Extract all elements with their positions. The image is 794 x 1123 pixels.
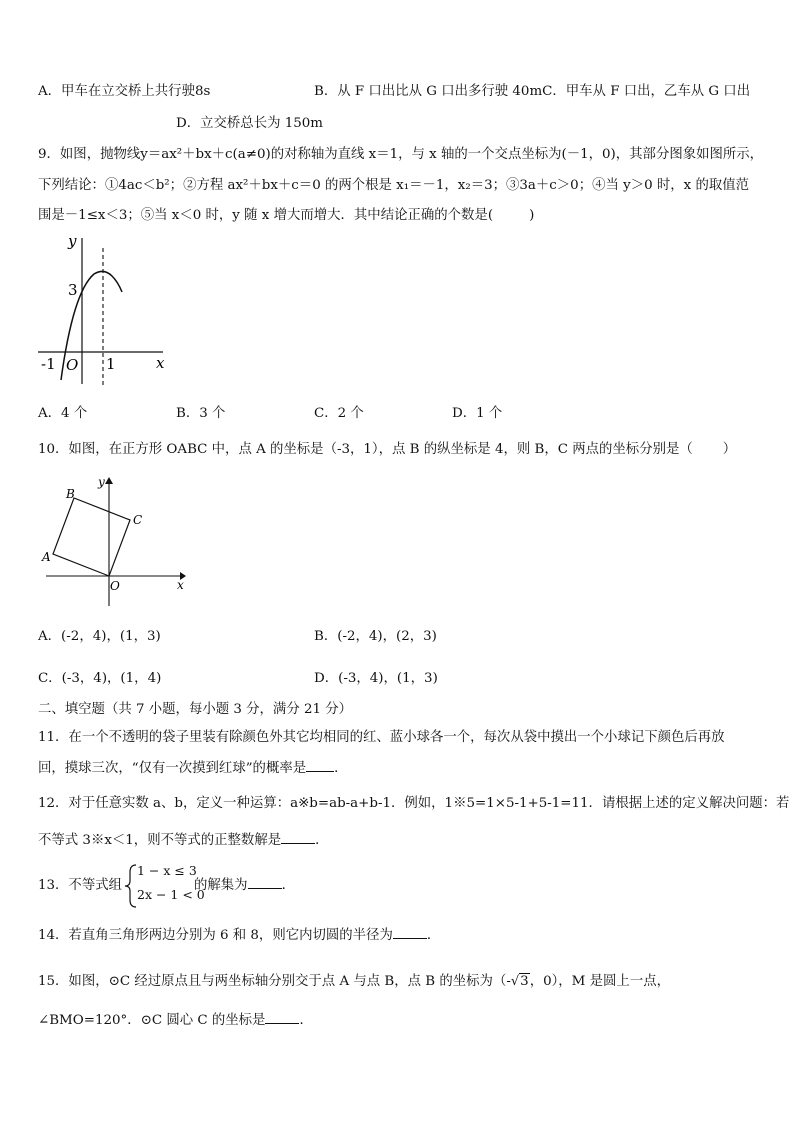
q12-line2 (38, 832, 329, 850)
q8-option-a: A．甲车在立交桥上共行驶8s (38, 84, 211, 99)
q10-option-b: B．(-2，4)，(2，3) (314, 629, 437, 644)
q11-end: ． (334, 761, 348, 776)
q10-option-c: C．(-3，4)，(1，4) (38, 671, 162, 686)
q15-line2-text: ∠BMO=120°．⊙C 圆心 C 的坐标是 (38, 1013, 266, 1028)
q15-line1 (38, 973, 670, 991)
q10-option-a: A．(-2，4)，(1，3) (38, 629, 161, 644)
q11-line2 (38, 760, 348, 778)
q13-brace (124, 864, 138, 908)
q15-sqrt-value: 3 (520, 974, 529, 989)
q10-stem (38, 441, 736, 459)
q14-line (38, 927, 440, 945)
x-label: x (156, 354, 165, 372)
q9-option-b: B．3 个 (176, 406, 226, 421)
tick-3: 3 (68, 281, 78, 299)
q9-stem-line1: 9．如图，抛物线y＝ax²＋bx＋c(a≠0)的对称轴为直线 x＝1，与 x 轴的一个交点坐标为(－1，0)，其部分图象如图所示， (38, 147, 764, 162)
q9-stem-line3-close: ) (529, 208, 535, 223)
label-a: A (42, 550, 51, 564)
q10-option-d: D．(-3，4)，(1，3) (314, 671, 438, 686)
label-c: C (133, 513, 143, 527)
q11-line2-text: 回，摸球三次，“仅有一次摸到红球”的概率是 (38, 761, 307, 776)
square-oabc (53, 498, 130, 576)
q15-line1b: ，0），M 是圆上一点， (529, 974, 670, 989)
q10-square-graph (38, 472, 188, 610)
q12-line1: 12．对于任意实数 a、b，定义一种运算：a※b=ab-a+b-1．例如，1※5=1×5-1+5-1=11．请根据上述的定义解决问题：若 (38, 796, 790, 811)
q9-stem-line3 (38, 207, 534, 225)
q11-line1: 11．在一个不透明的袋子里装有除颜色外其它均相同的红、蓝小球各一个，每次从袋中摸出一个小球记下颜色后再放 (38, 730, 725, 745)
q15-line2 (38, 1012, 313, 1030)
y-label: y (68, 232, 77, 250)
q9-option-a: A．4 个 (38, 406, 88, 421)
q13-suffix: 的解集为 (194, 878, 248, 893)
q15-answer-blank[interactable] (265, 1023, 299, 1024)
q10-stem-close: ） (722, 442, 737, 457)
q9-stem-line3-text: 围是－1≤x＜3；⑤当 x＜0 时，y 随 x 增大而增大．其中结论正确的个数是( (38, 208, 494, 223)
q8-option-b-c: B．从 F 口出比从 G 口出多行驶 40mC．甲车从 F 口出，乙车从 G 口出 (314, 84, 751, 99)
q12-line2-text: 不等式 3※x＜1，则不等式的正整数解是 (38, 833, 282, 848)
q13-inequality-1: 1 − x ≤ 3 (137, 863, 197, 878)
label-b: B (66, 487, 75, 501)
q13-suffix-line (194, 877, 295, 895)
sqrt-icon: √ (510, 974, 520, 989)
q14-text: 14．若直角三角形两边分别为 6 和 8，则它内切圆的半径为 (38, 928, 393, 943)
origin-label: O (66, 356, 79, 374)
q9-option-c: C．2 个 (314, 406, 364, 421)
tick-1: 1 (106, 355, 116, 373)
q8-option-d: D．立交桥总长为 150m (176, 116, 323, 131)
q9-stem-line2: 下列结论：①4ac＜b²；②方程 ax²＋bx＋c＝0 的两个根是 x₁＝－1，x₂＝3；③3a＋c＞0；④当 y＞0 时，x 的取值范 (38, 178, 750, 193)
label-x: x (177, 578, 184, 592)
q14-answer-blank[interactable] (393, 938, 427, 939)
q13-prefix: 13．不等式组 (38, 878, 122, 893)
q13-answer-blank[interactable] (248, 888, 282, 889)
q13-end: ． (281, 878, 295, 893)
q9-parabola-graph (38, 232, 178, 392)
q14-end: ． (426, 928, 441, 943)
q9-option-d: D．1 个 (452, 406, 503, 421)
q12-answer-blank[interactable] (281, 843, 315, 844)
q15-end: ． (299, 1013, 313, 1028)
q10-stem-text: 10．如图，在正方形 OABC 中，点 A 的坐标是（-3，1），点 B 的纵坐标是 4，则 B，C 两点的坐标分别是（ (38, 442, 693, 457)
q13-inequality-2: 2x − 1 < 0 (137, 887, 205, 902)
tick-neg1: -1 (41, 355, 56, 373)
q15-line1a: 15．如图，⊙C 经过原点且与两坐标轴分别交于点 A 与点 B，点 B 的坐标为（- (38, 974, 511, 989)
q12-end: ． (315, 833, 329, 848)
section-2-heading: 二、填空题（共 7 小题，每小题 3 分，满分 21 分） (38, 702, 353, 717)
y-axis-arrow (105, 477, 113, 484)
label-y: y (98, 475, 105, 489)
q11-answer-blank[interactable] (306, 771, 334, 772)
label-o: O (110, 579, 120, 593)
